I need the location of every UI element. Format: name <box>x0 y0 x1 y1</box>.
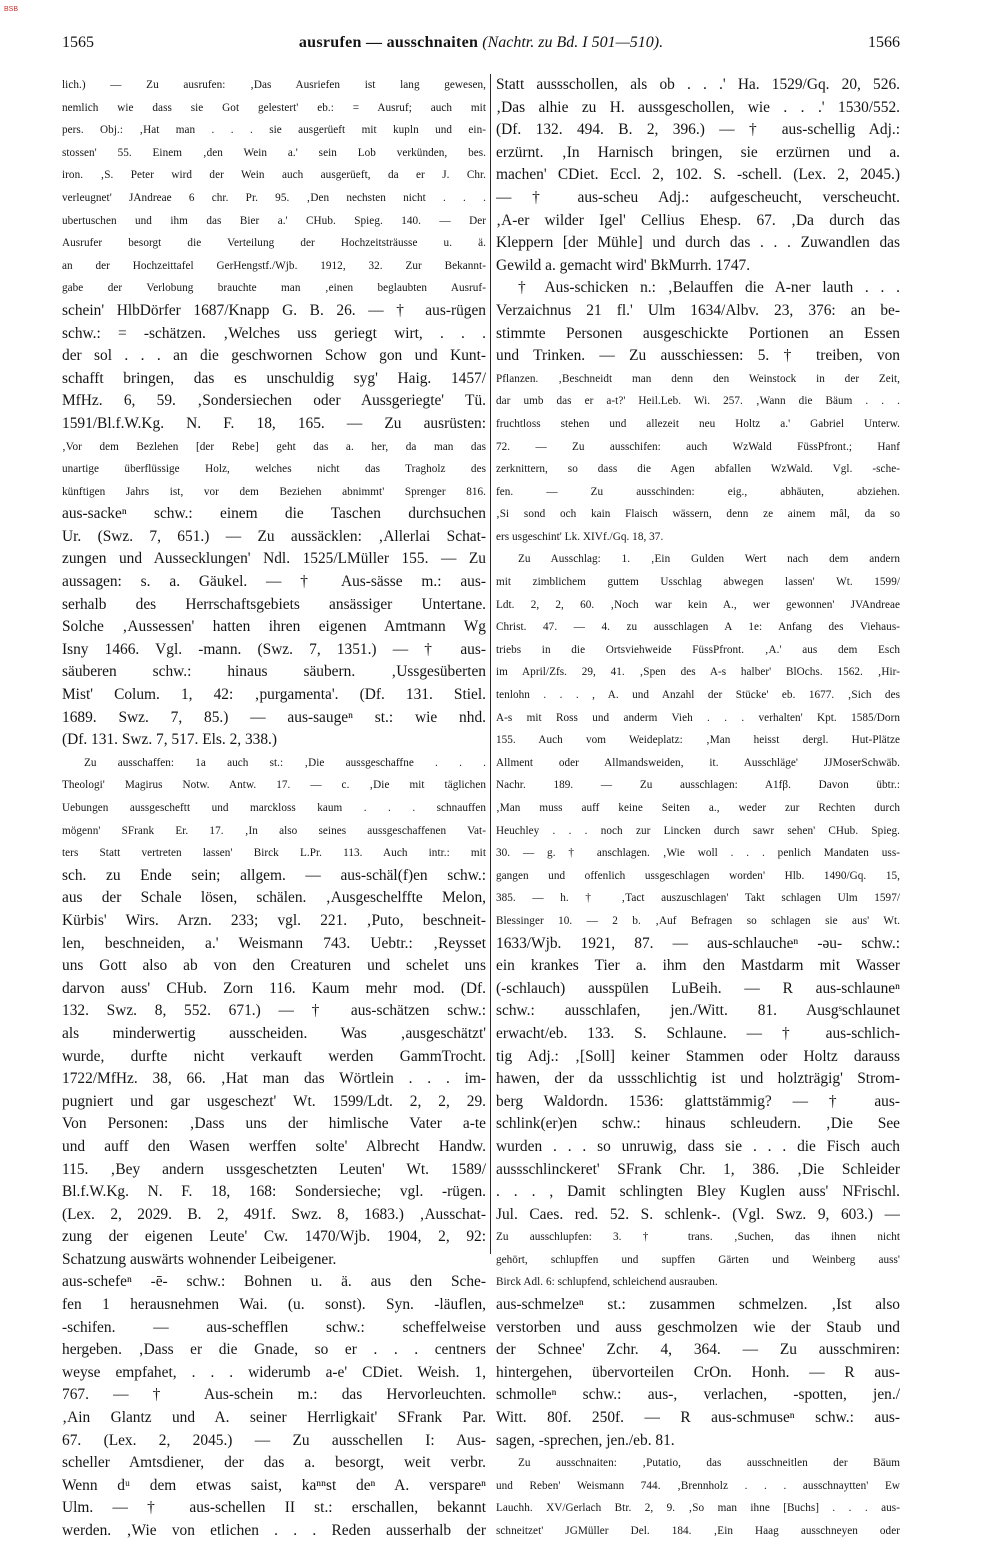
text-line: hawen, der da ussschlichtig ist und holzträgig' Strom- <box>496 1070 900 1088</box>
text-line: ubertuschen und ihm das Bier a.' CHub. Spieg. 140. — Der <box>62 214 486 227</box>
text-line: ‚A-er wilder Igel' Cellius Ehesp. 67. ‚Da durch das <box>496 211 900 229</box>
text-line: Witt. 80f. 250f. — R aus-schmuseⁿ schw.: aus- <box>496 1409 900 1427</box>
text-line: gangen und offenlich ussgeschlagen worden' Hlb. 1490/Gq. 15, <box>496 869 900 882</box>
text-line: . . . , Damit schlingten Bley Kuglen auss' NFrischl. <box>496 1183 900 1201</box>
text-line: fen. — Zu ausschinden: eig., abhäuten, abziehen. <box>496 485 900 498</box>
text-line: nemlich wie dass sie Got gelestert' eb.: = Ausruf; auch mit <box>62 101 486 114</box>
text-line: Bl.f.W.Kg. N. F. 18, 168: Sondersieche; vgl. -rügen. <box>62 1183 486 1201</box>
text-line: Ur. (Swz. 7, 651.) — Zu aussäcklen: ‚Allerlai Schat- <box>62 527 486 545</box>
text-line: weyse empfahet, . . . widerumb a-e' CDiet. Weish. 1, <box>62 1363 486 1381</box>
text-line: len, beschneiden, a.' Weismann 743. Uebtr.: ‚Reysset <box>62 934 486 952</box>
text-line: Wenn dᵘ dem etwas saist, kaⁿⁿst deⁿ A. verspareⁿ <box>62 1476 486 1494</box>
text-line: und Trinken. — Zu ausschiessen: 5. † treiben, von <box>496 347 900 365</box>
text-line: ‚Ain Glantz und A. seiner Herrligkait' SFrank Par. <box>62 1409 486 1427</box>
text-line: wurde, durfte nicht verkauft werden GammTrocht. <box>62 1047 486 1065</box>
text-line: schneitzet' JGMüller Del. 184. ‚Ein Haag ausschneyen oder <box>496 1525 900 1537</box>
text-line: ters Statt vertreten lassen' Birck L.Pr. 113. Auch intr.: mit <box>62 847 486 860</box>
text-line: fen 1 herausnehmen Wai. (u. sonst). Syn. -läuflen, <box>62 1296 486 1314</box>
supplement-note: (Nachtr. zu Bd. I 501—510). <box>482 34 664 51</box>
text-line: scheller Amtsdiener, der das a. besorgt, weit verbr. <box>62 1454 486 1472</box>
text-line: schw.: ausschlafen, jen./Witt. 81. Ausgˢschlaunet <box>496 1002 900 1020</box>
right-column <box>496 74 900 1543</box>
text-line: Birck Adl. 6: schlupfend, schleichend ausrauben. <box>496 1276 718 1289</box>
text-line: 1722/MfHz. 38, 66. ‚Hat man das Wörtlein . . . im- <box>62 1070 486 1088</box>
text-line: Nachr. 189. — Zu ausschlagen: A1fβ. Davon übtr.: <box>496 779 900 792</box>
text-line: verstorben und auss geschmolzen wie der Staub und <box>496 1318 900 1336</box>
text-line: Mist' Colum. 1, 42: ‚purgamenta'. (Df. 131. Stiel. <box>62 686 486 704</box>
left-column <box>62 74 486 1543</box>
text-line: zungen und Aussecklungen' Ndl. 1525/LMüller 155. — Zu <box>62 550 486 568</box>
text-line: 115. ‚Bey andern ussgeschetzten Leuten' Wt. 1589/ <box>62 1160 486 1178</box>
text-line: mit zimblichem guttem Usschlag abwegen lassen' Wt. 1599/ <box>496 576 900 589</box>
text-line: Zu ausschlupfen: 3. † trans. ‚Suchen, das ihnen nicht <box>496 1231 900 1244</box>
text-line: darvon auss' CHub. Zorn 116. Kaum mehr mod. (Df. <box>62 979 486 997</box>
text-line: 1689. Swz. 7, 85.) — aus-saugeⁿ st.: wie nhd. <box>62 708 486 726</box>
text-line: der sol . . . an die geschwornen Schow gon und Kunt- <box>62 347 486 365</box>
text-line: ‚Si sond och kain Flaisch wässern, denn ze ainem mâl, da so <box>496 508 900 521</box>
text-line: 385. — h. † ‚Tact auszuschlagen' Takt schlagen Ulm 1597/ <box>496 892 900 905</box>
column-divider <box>490 74 491 1254</box>
text-line: Christ. 47. — 4. zu ausschlagen A 1e: Anfang des Viehaus- <box>496 621 900 634</box>
text-line: Zu ausschaffen: 1a auch st.: ‚Die aussgeschaffne . . . <box>84 756 486 769</box>
text-line: (Lex. 2, 2029. B. 2, 491f. Swz. 8, 1683.) ‚Ausschat- <box>62 1205 486 1223</box>
text-line: Kürbis' Wirs. Arzn. 233; vgl. 221. ‚Puto, beschneit- <box>62 911 486 929</box>
text-line: aussschlinckeret' SFrank Chr. 1, 386. ‚Die Schleider <box>496 1160 900 1178</box>
text-line: aus-sackeⁿ schw.: einem die Taschen durchsuchen <box>62 505 486 523</box>
text-line: hintergehen, übervorteilen CrOn. Honh. — R aus- <box>496 1363 900 1381</box>
text-line: † Aus-schicken n.: ‚Belauffen die A-ner lauth . . . <box>518 279 900 297</box>
text-line: stimmte Personen ausgeschickte Portionen an Essen <box>496 324 900 342</box>
text-line: 30. — g. † anschlagen. ‚Wie woll . . . penlich Mandaten uss- <box>496 847 900 860</box>
text-line: Ulm. — † aus-schellen II st.: erschallen, bekannt <box>62 1499 486 1517</box>
text-line: pers. Obj.: ‚Hat man . . . sie ausgerüeft mit kupln und ein- <box>62 124 486 137</box>
text-line: ers usgeschint' Lk. XIVf./Gq. 18, 37. <box>496 530 664 543</box>
text-line: 67. (Lex. 2, 2045.) — Zu ausschellen I: Aus- <box>62 1431 486 1449</box>
text-line: ‚Das alhie zu H. aussgeschollen, wie . . .' 1530/552. <box>496 98 900 116</box>
text-line: Allment oder Allmandsweiden, it. Ausschläge' JJMoserSchwäb. <box>496 756 900 769</box>
text-line: berg Waldordn. 1536: glattstämmig? — † aus- <box>496 1092 900 1110</box>
text-line: fruchtloss stehen und allezeit neu Holtz a.' Gabriel Unterw. <box>496 417 900 430</box>
text-line: — † aus-scheu Adj.: aufgescheucht, verscheucht. <box>496 188 900 206</box>
text-line: Heuchley . . . noch zur Lincken durch sawr sehen' CHub. Spieg. <box>496 824 900 837</box>
text-line: -schifen. — aus-schefflen schw.: scheffelweise <box>62 1318 486 1336</box>
text-line: (-schlauch) ausspülen LuBeih. — R aus-schlauneⁿ <box>496 979 900 997</box>
text-line: Solche ‚Aussessen' hatten ihren eigenen Amtmann Wg <box>62 618 486 636</box>
text-line: Schatzung auswärts wohnender Leibeigener. <box>62 1250 337 1268</box>
text-line: und auff den Wasen werffen solte' Albrecht Handw. <box>62 1137 486 1155</box>
text-line: schlink(er)en schw.: hinaus schleudern. ‚Die See <box>496 1115 900 1133</box>
text-line: Zu ausschnaiten: ‚Putatio, das ausschneitlen der Bäum <box>518 1457 900 1470</box>
text-line: ein krankes Tier a. ihm den Mastdarm mit Wasser <box>496 957 900 975</box>
text-line: wurden . . . so unruwig, dass sie . . . die Fisch auch <box>496 1137 900 1155</box>
text-line: der Schnee' Zchr. 4, 364. — Zu ausschmiren: <box>496 1341 900 1359</box>
text-line: lich.) — Zu ausrufen: ‚Das Ausriefen ist lang gewesen, <box>62 79 486 91</box>
page-number-right: 1566 <box>868 34 900 51</box>
text-line: Ausrufer besorgt die Verteilung der Hochzeitsträusse u. ä. <box>62 237 486 250</box>
text-line: schafft bringen, das es unschuldig syg' Haig. 1457/ <box>62 369 486 387</box>
text-line: zung der eigenen Leute' Cw. 1470/Wjb. 1904, 2, 92: <box>62 1228 486 1246</box>
text-line: an der Hochzeittafel GerHengstf./Wjb. 1912, 32. Zur Bekannt- <box>62 259 486 272</box>
text-line: mögenn' SFrank Er. 17. ‚In also seines aussgeschaffenen Vat- <box>62 824 486 837</box>
text-line: A-s mit Ross und anderm Vieh . . . verhalten' Kpt. 1585/Dorn <box>496 711 900 724</box>
text-line: werden. ‚Wie von etlichen . . . Reden ausserhalb der <box>62 1522 486 1539</box>
text-line: serhalb des Herrschaftsgebiets ansässiger Untertane. <box>62 595 486 613</box>
running-title <box>62 34 900 52</box>
text-line: tenlohn . . . , A. und Anzahl der Stücke' eb. 1677. ‚Sich des <box>496 689 900 702</box>
text-line: hergeben. ‚Dass er die Gnade, so er . . . centners <box>62 1341 486 1359</box>
text-line: Pflanzen. ‚Beschneidt man denn den Weinstock in der Zeit, <box>496 372 900 385</box>
text-line: säuberen schw.: hinaus säubern. ‚Ussgesüberten <box>62 663 486 681</box>
text-line: unartige überflüssige Holz, welches nicht das Tragholz des <box>62 463 486 476</box>
text-line: ‚Vor dem Bezlehen [der Rebe] geht das a. her, da man das <box>62 440 486 453</box>
page-number-left: 1565 <box>62 34 94 51</box>
text-line: 72. — Zu ausschifen: auch WzWald FüssPfront.; Hanf <box>496 440 900 453</box>
text-line: machen' CDiet. Eccl. 2, 102. S. -schell. (Lex. 2, 2045.) <box>496 166 900 184</box>
text-line: als minderwertig ausscheiden. Was ‚ausgeschätzt' <box>62 1024 486 1042</box>
page-header <box>62 34 900 54</box>
text-line: schw.: = -schätzen. ‚Welches uss geriegt wirt, . . . <box>62 324 486 342</box>
text-line: aus-schmelzeⁿ st.: zusammen schmelzen. ‚Ist also <box>496 1296 900 1314</box>
text-line: verleugnet' JAndreae 6 chr. Pr. 95. ‚Den nechsten nicht . . . <box>62 191 486 204</box>
text-line: sch. zu Ende sein; allgem. — aus-schäl(f)en schw.: <box>62 866 486 884</box>
text-line: 132. Swz. 8, 552. 671.) — † aus-schätzen schw.: <box>62 1002 486 1020</box>
text-line: 155. Auch vom Weideplatz: ‚Man heisst dergl. Hut-Plätze <box>496 734 900 747</box>
text-line: 1633/Wjb. 1921, 87. — aus-schlaucheⁿ -əu- schw.: <box>496 934 900 952</box>
library-watermark: BSB <box>4 6 19 13</box>
text-line: sagen, -sprechen, jen./eb. 81. <box>496 1431 675 1449</box>
text-line: stossen' 55. Einem ‚den Wein a.' sein Lob verkünden, bes. <box>62 146 486 159</box>
text-line: erwacht/eb. 133. S. Schlaune. — † aus-schlich- <box>496 1024 900 1042</box>
text-line: aus-schefeⁿ -ē- schw.: Bohnen u. ä. aus den Sche- <box>62 1273 486 1291</box>
text-line: Theologi' Magirus Notw. Antw. 17. — c. ‚Die mit täglichen <box>62 779 486 792</box>
text-line: Blessinger 10. — 2 b. ‚Auf Befragen so schlagen sie aus' Wt. <box>496 914 900 927</box>
text-line: MfHz. 6, 59. ‚Sondersiechen oder Aussgeriegte' Tü. <box>62 392 486 410</box>
text-line: uns Gott also ab von den Creaturen und schelet uns <box>62 957 486 975</box>
text-line: Von Personen: ‚Dass uns der himlische Vater a-te <box>62 1115 486 1133</box>
text-line: pugniert und gar usgeschezt' Wt. 1599/Ldt. 2, 2, 29. <box>62 1092 486 1110</box>
text-line: gabe der Verlobung brauchte man ‚einen beglaubten Ausruf- <box>62 282 486 295</box>
text-line: dar umb das er a-t?' Heil.Leb. Wi. 257. ‚Wann die Bäum . . . <box>496 395 900 408</box>
text-line: Jul. Caes. red. 52. S. schlenk-. (Vgl. Swz. 9, 603.) — <box>496 1205 900 1223</box>
text-line: Kleppern [der Mühle] und durch das . . . Zuwandlen das <box>496 234 900 252</box>
text-line: künftigen Jahrs ist, vor dem Beziehen abnimmt' Sprenger 816. <box>62 485 486 498</box>
text-line: und Reben' Weismann 744. ‚Brennholz . . . ausschnaytten' Ew <box>496 1479 900 1492</box>
text-line: Gewild a. gemacht wird' BkMurrh. 1747. <box>496 256 751 274</box>
text-line: (Df. 132. 494. B. 2, 396.) — † aus-schellig Adj.: <box>496 121 900 139</box>
text-line: tig Adj.: ‚[Soll] keiner Stammen oder Holtz darauss <box>496 1047 900 1065</box>
headword-range: ausrufen — ausschnaiten <box>298 34 479 51</box>
text-line: gehört, schlupffen und supffen Gärten und Weinberg auss' <box>496 1253 900 1266</box>
text-line: (Df. 131. Swz. 7, 517. Els. 2, 338.) <box>62 731 278 749</box>
text-line: 1591/Bl.f.W.Kg. N. F. 18, 165. — Zu ausrüsten: <box>62 414 486 432</box>
text-line: aussagen: s. a. Gäukel. — † Aus-sässe m.: aus- <box>62 573 486 591</box>
text-line: im April/Zfs. 29, 41. ‚Spen des A-s halber' BlOchs. 1562. ‚Hir- <box>496 666 900 679</box>
text-line: Isny 1466. Vgl. -mann. (Swz. 7, 1351.) — † aus- <box>62 640 486 658</box>
text-line: schein' HlbDörfer 1687/Knapp G. B. 26. — † aus-rügen <box>62 301 486 319</box>
text-line: Uebungen aussgescheftt und marckloss kaum . . . schnauffen <box>62 802 486 814</box>
text-line: Verzaichnus 21 fl.' Ulm 1634/Albv. 23, 376: an be- <box>496 301 900 319</box>
text-line: triebs in die Ortsviehweide FüssPfront. ‚A.' aus dem Esch <box>496 643 900 656</box>
text-line: ‚Man muss auff keine Seiten a., weder zur Rechten durch <box>496 802 900 814</box>
text-line: Ldt. 2, 2, 60. ‚Noch war kein A., wer gewonnen' JVAndreae <box>496 598 900 611</box>
text-line: aus der Schale lösen, schälen. ‚Ausgeschelffte Melon, <box>62 889 486 907</box>
text-line: Statt aussschollen, als ob . . .' Ha. 1529/Gq. 20, 526. <box>496 76 900 93</box>
text-line: 767. — † Aus-schein m.: das Hervorleuchten. <box>62 1386 486 1404</box>
text-line: Zu Ausschlag: 1. ‚Ein Gulden Wert nach dem andern <box>518 553 900 566</box>
text-line: Lauchh. XV/Gerlach Btr. 2, 9. ‚So man ihne [Buchs] . . . aus- <box>496 1502 900 1515</box>
text-line: erzürnt. ‚In Harnisch bringen, sie erzürnen und a. <box>496 143 900 161</box>
text-line: schmolleⁿ schw.: aus-, verlachen, -spotten, jen./ <box>496 1386 900 1404</box>
text-line: zerknittern, so dass die Agen abfallen WzWald. Vgl. -sche- <box>496 463 900 476</box>
text-line: iron. ‚S. Peter wird der Wein auch ausgerüeft, da er J. Chr. <box>62 169 486 182</box>
